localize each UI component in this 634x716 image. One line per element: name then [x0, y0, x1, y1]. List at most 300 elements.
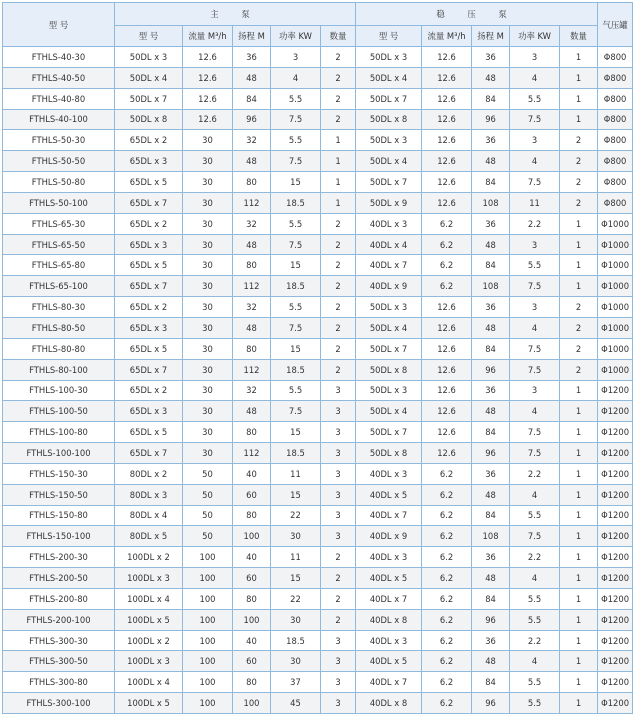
header-stable-pump: 稳 压 泵 — [356, 3, 598, 26]
cell-main-power: 15 — [271, 338, 321, 359]
cell-stable-flow: 6.2 — [422, 693, 472, 714]
cell-stable-qty: 1 — [560, 672, 598, 693]
cell-main-qty: 2 — [321, 588, 356, 609]
cell-stable-power: 3 — [510, 234, 560, 255]
cell-main-flow: 12.6 — [183, 88, 233, 109]
table-row — [3, 255, 633, 276]
cell-stable-pump-model: 50DL x 7 — [356, 88, 422, 109]
cell-stable-head: 36 — [472, 47, 510, 68]
cell-main-flow: 12.6 — [183, 47, 233, 68]
cell-main-power: 15 — [271, 422, 321, 443]
cell-main-pump-model: 65DL x 3 — [115, 401, 183, 422]
cell-tank: Φ1200 — [598, 463, 633, 484]
cell-main-qty: 3 — [321, 693, 356, 714]
cell-stable-qty: 1 — [560, 422, 598, 443]
cell-model: FTHLS-40-30 — [3, 47, 115, 68]
cell-main-flow: 100 — [183, 672, 233, 693]
cell-main-flow: 30 — [183, 234, 233, 255]
cell-stable-head: 48 — [472, 401, 510, 422]
cell-stable-head: 84 — [472, 172, 510, 193]
cell-stable-qty: 1 — [560, 588, 598, 609]
cell-tank: Φ1200 — [598, 526, 633, 547]
cell-stable-pump-model: 40DL x 7 — [356, 505, 422, 526]
cell-main-qty: 3 — [321, 630, 356, 651]
cell-main-qty: 2 — [321, 609, 356, 630]
cell-stable-pump-model: 50DL x 3 — [356, 47, 422, 68]
cell-main-qty: 1 — [321, 151, 356, 172]
cell-stable-qty: 1 — [560, 88, 598, 109]
cell-main-power: 7.5 — [271, 151, 321, 172]
cell-main-flow: 30 — [183, 172, 233, 193]
cell-tank: Φ1200 — [598, 422, 633, 443]
cell-stable-flow: 12.6 — [422, 297, 472, 318]
cell-main-power: 15 — [271, 255, 321, 276]
cell-main-pump-model: 65DL x 3 — [115, 317, 183, 338]
cell-stable-head: 48 — [472, 234, 510, 255]
cell-stable-qty: 2 — [560, 297, 598, 318]
cell-main-head: 32 — [233, 380, 271, 401]
table-row — [3, 547, 633, 568]
table-row — [3, 297, 633, 318]
cell-tank: Φ1200 — [598, 672, 633, 693]
cell-stable-pump-model: 40DL x 7 — [356, 672, 422, 693]
cell-stable-power: 4 — [510, 151, 560, 172]
cell-stable-qty: 2 — [560, 359, 598, 380]
cell-main-head: 60 — [233, 568, 271, 589]
cell-main-qty: 1 — [321, 192, 356, 213]
cell-stable-pump-model: 40DL x 3 — [356, 463, 422, 484]
cell-tank: Φ1000 — [598, 338, 633, 359]
cell-main-power: 30 — [271, 526, 321, 547]
header-main-power: 功率 KW — [271, 26, 321, 47]
cell-stable-power: 5.5 — [510, 505, 560, 526]
cell-stable-head: 108 — [472, 192, 510, 213]
cell-stable-flow: 6.2 — [422, 651, 472, 672]
header-stable-flow: 流量 M³/h — [422, 26, 472, 47]
cell-stable-power: 2.2 — [510, 630, 560, 651]
cell-main-pump-model: 100DL x 2 — [115, 547, 183, 568]
cell-stable-flow: 12.6 — [422, 443, 472, 464]
cell-main-power: 7.5 — [271, 317, 321, 338]
cell-main-flow: 100 — [183, 588, 233, 609]
cell-stable-qty: 1 — [560, 693, 598, 714]
cell-stable-head: 96 — [472, 693, 510, 714]
cell-stable-qty: 1 — [560, 109, 598, 130]
cell-stable-flow: 6.2 — [422, 234, 472, 255]
table-row — [3, 88, 633, 109]
cell-stable-pump-model: 50DL x 8 — [356, 109, 422, 130]
cell-stable-power: 7.5 — [510, 422, 560, 443]
cell-stable-head: 48 — [472, 151, 510, 172]
cell-stable-pump-model: 50DL x 9 — [356, 192, 422, 213]
cell-model: FTHLS-65-100 — [3, 276, 115, 297]
cell-stable-power: 7.5 — [510, 276, 560, 297]
cell-main-qty: 1 — [321, 172, 356, 193]
cell-stable-pump-model: 50DL x 3 — [356, 380, 422, 401]
cell-main-pump-model: 100DL x 5 — [115, 609, 183, 630]
cell-stable-flow: 6.2 — [422, 547, 472, 568]
cell-model: FTHLS-300-30 — [3, 630, 115, 651]
cell-stable-pump-model: 40DL x 5 — [356, 651, 422, 672]
cell-stable-flow: 12.6 — [422, 88, 472, 109]
cell-stable-flow: 12.6 — [422, 172, 472, 193]
cell-main-head: 80 — [233, 672, 271, 693]
cell-main-power: 18.5 — [271, 630, 321, 651]
header-main-pump-model: 型 号 — [115, 26, 183, 47]
cell-main-head: 84 — [233, 88, 271, 109]
cell-main-pump-model: 100DL x 4 — [115, 672, 183, 693]
cell-main-power: 11 — [271, 463, 321, 484]
cell-main-pump-model: 100DL x 3 — [115, 568, 183, 589]
cell-model: FTHLS-65-80 — [3, 255, 115, 276]
cell-stable-power: 5.5 — [510, 693, 560, 714]
cell-main-flow: 30 — [183, 443, 233, 464]
cell-stable-qty: 1 — [560, 526, 598, 547]
cell-stable-power: 4 — [510, 568, 560, 589]
table-row — [3, 609, 633, 630]
cell-stable-flow: 12.6 — [422, 422, 472, 443]
cell-stable-pump-model: 40DL x 8 — [356, 693, 422, 714]
cell-stable-flow: 12.6 — [422, 338, 472, 359]
cell-main-pump-model: 65DL x 3 — [115, 234, 183, 255]
cell-main-power: 7.5 — [271, 401, 321, 422]
cell-main-power: 30 — [271, 609, 321, 630]
cell-main-power: 3 — [271, 47, 321, 68]
cell-main-flow: 30 — [183, 276, 233, 297]
cell-stable-head: 48 — [472, 568, 510, 589]
cell-main-flow: 50 — [183, 484, 233, 505]
table-row — [3, 359, 633, 380]
cell-main-flow: 50 — [183, 505, 233, 526]
cell-main-head: 40 — [233, 463, 271, 484]
cell-stable-pump-model: 40DL x 5 — [356, 484, 422, 505]
cell-stable-power: 5.5 — [510, 255, 560, 276]
cell-stable-flow: 6.2 — [422, 609, 472, 630]
cell-main-head: 80 — [233, 588, 271, 609]
cell-stable-qty: 2 — [560, 338, 598, 359]
cell-main-head: 48 — [233, 67, 271, 88]
cell-main-pump-model: 65DL x 3 — [115, 151, 183, 172]
cell-main-qty: 1 — [321, 130, 356, 151]
cell-main-qty: 2 — [321, 255, 356, 276]
cell-main-power: 11 — [271, 547, 321, 568]
cell-stable-power: 7.5 — [510, 338, 560, 359]
cell-main-pump-model: 65DL x 7 — [115, 443, 183, 464]
cell-stable-head: 84 — [472, 88, 510, 109]
cell-main-pump-model: 50DL x 3 — [115, 47, 183, 68]
cell-stable-qty: 1 — [560, 276, 598, 297]
cell-stable-pump-model: 50DL x 3 — [356, 130, 422, 151]
cell-tank: Φ800 — [598, 151, 633, 172]
cell-stable-pump-model: 50DL x 7 — [356, 338, 422, 359]
cell-main-power: 5.5 — [271, 380, 321, 401]
cell-stable-pump-model: 40DL x 3 — [356, 213, 422, 234]
cell-stable-head: 48 — [472, 651, 510, 672]
cell-main-flow: 30 — [183, 255, 233, 276]
cell-stable-power: 2.2 — [510, 463, 560, 484]
cell-stable-head: 36 — [472, 213, 510, 234]
cell-stable-pump-model: 50DL x 7 — [356, 172, 422, 193]
cell-main-qty: 3 — [321, 463, 356, 484]
cell-main-flow: 12.6 — [183, 109, 233, 130]
cell-main-pump-model: 65DL x 7 — [115, 192, 183, 213]
cell-main-head: 80 — [233, 505, 271, 526]
cell-main-pump-model: 65DL x 2 — [115, 213, 183, 234]
cell-stable-qty: 1 — [560, 630, 598, 651]
cell-stable-flow: 6.2 — [422, 463, 472, 484]
cell-stable-flow: 6.2 — [422, 484, 472, 505]
cell-model: FTHLS-200-50 — [3, 568, 115, 589]
header-stable-pump-model: 型 号 — [356, 26, 422, 47]
cell-tank: Φ1000 — [598, 276, 633, 297]
cell-model: FTHLS-300-50 — [3, 651, 115, 672]
cell-stable-flow: 6.2 — [422, 255, 472, 276]
cell-stable-qty: 2 — [560, 151, 598, 172]
cell-stable-power: 3 — [510, 130, 560, 151]
cell-main-pump-model: 80DL x 3 — [115, 484, 183, 505]
cell-main-flow: 30 — [183, 338, 233, 359]
cell-stable-power: 4 — [510, 67, 560, 88]
table-row — [3, 401, 633, 422]
pump-spec-table — [2, 2, 633, 714]
cell-stable-qty: 1 — [560, 568, 598, 589]
cell-main-head: 80 — [233, 338, 271, 359]
cell-stable-head: 84 — [472, 422, 510, 443]
cell-stable-flow: 6.2 — [422, 276, 472, 297]
cell-main-qty: 3 — [321, 484, 356, 505]
cell-main-flow: 12.6 — [183, 67, 233, 88]
cell-stable-head: 84 — [472, 588, 510, 609]
cell-main-power: 22 — [271, 505, 321, 526]
cell-main-qty: 3 — [321, 505, 356, 526]
cell-stable-pump-model: 40DL x 3 — [356, 630, 422, 651]
cell-stable-pump-model: 40DL x 7 — [356, 255, 422, 276]
cell-tank: Φ1200 — [598, 609, 633, 630]
cell-stable-qty: 1 — [560, 609, 598, 630]
cell-model: FTHLS-50-100 — [3, 192, 115, 213]
table-row — [3, 672, 633, 693]
cell-stable-head: 36 — [472, 463, 510, 484]
cell-main-flow: 30 — [183, 213, 233, 234]
cell-stable-head: 84 — [472, 505, 510, 526]
cell-stable-power: 5.5 — [510, 609, 560, 630]
cell-main-flow: 30 — [183, 297, 233, 318]
cell-stable-head: 48 — [472, 67, 510, 88]
table-row — [3, 380, 633, 401]
cell-stable-head: 108 — [472, 526, 510, 547]
cell-model: FTHLS-80-100 — [3, 359, 115, 380]
cell-stable-qty: 1 — [560, 484, 598, 505]
cell-stable-power: 4 — [510, 401, 560, 422]
cell-stable-pump-model: 50DL x 4 — [356, 67, 422, 88]
cell-stable-pump-model: 50DL x 8 — [356, 359, 422, 380]
cell-main-pump-model: 100DL x 3 — [115, 651, 183, 672]
cell-stable-head: 96 — [472, 359, 510, 380]
cell-model: FTHLS-50-50 — [3, 151, 115, 172]
cell-stable-flow: 6.2 — [422, 630, 472, 651]
cell-main-power: 5.5 — [271, 297, 321, 318]
cell-stable-flow: 12.6 — [422, 47, 472, 68]
cell-tank: Φ1200 — [598, 547, 633, 568]
header-stable-qty: 数量 — [560, 26, 598, 47]
cell-model: FTHLS-150-50 — [3, 484, 115, 505]
cell-model: FTHLS-150-100 — [3, 526, 115, 547]
cell-main-pump-model: 65DL x 2 — [115, 297, 183, 318]
cell-main-head: 32 — [233, 213, 271, 234]
cell-main-flow: 100 — [183, 693, 233, 714]
cell-tank: Φ1000 — [598, 234, 633, 255]
cell-stable-qty: 1 — [560, 380, 598, 401]
cell-model: FTHLS-40-80 — [3, 88, 115, 109]
cell-stable-pump-model: 40DL x 7 — [356, 588, 422, 609]
cell-stable-qty: 2 — [560, 172, 598, 193]
table-body — [3, 47, 633, 714]
cell-model: FTHLS-200-80 — [3, 588, 115, 609]
table-row — [3, 422, 633, 443]
cell-stable-flow: 12.6 — [422, 67, 472, 88]
cell-main-head: 112 — [233, 192, 271, 213]
cell-model: FTHLS-80-30 — [3, 297, 115, 318]
cell-stable-qty: 1 — [560, 47, 598, 68]
cell-main-power: 45 — [271, 693, 321, 714]
cell-stable-power: 5.5 — [510, 88, 560, 109]
cell-stable-qty: 1 — [560, 651, 598, 672]
cell-stable-qty: 1 — [560, 505, 598, 526]
table-row — [3, 47, 633, 68]
cell-main-flow: 30 — [183, 192, 233, 213]
cell-main-head: 96 — [233, 109, 271, 130]
cell-main-qty: 3 — [321, 526, 356, 547]
cell-stable-head: 96 — [472, 443, 510, 464]
cell-main-qty: 3 — [321, 422, 356, 443]
cell-main-head: 80 — [233, 255, 271, 276]
cell-main-qty: 2 — [321, 109, 356, 130]
table-row — [3, 67, 633, 88]
cell-stable-flow: 12.6 — [422, 130, 472, 151]
table-row — [3, 568, 633, 589]
cell-model: FTHLS-200-30 — [3, 547, 115, 568]
cell-main-pump-model: 100DL x 2 — [115, 630, 183, 651]
cell-stable-power: 7.5 — [510, 359, 560, 380]
cell-main-power: 18.5 — [271, 359, 321, 380]
cell-main-qty: 2 — [321, 276, 356, 297]
cell-main-pump-model: 80DL x 5 — [115, 526, 183, 547]
cell-stable-power: 11 — [510, 192, 560, 213]
cell-stable-qty: 1 — [560, 443, 598, 464]
cell-stable-pump-model: 40DL x 4 — [356, 234, 422, 255]
cell-stable-head: 84 — [472, 338, 510, 359]
cell-main-power: 7.5 — [271, 234, 321, 255]
cell-main-power: 18.5 — [271, 276, 321, 297]
cell-stable-power: 7.5 — [510, 443, 560, 464]
cell-main-power: 5.5 — [271, 88, 321, 109]
cell-main-power: 15 — [271, 172, 321, 193]
cell-main-flow: 50 — [183, 526, 233, 547]
header-stable-head: 扬程 M — [472, 26, 510, 47]
table-header — [3, 3, 633, 47]
cell-model: FTHLS-300-100 — [3, 693, 115, 714]
cell-model: FTHLS-100-100 — [3, 443, 115, 464]
cell-stable-head: 108 — [472, 276, 510, 297]
cell-stable-power: 2.2 — [510, 213, 560, 234]
cell-tank: Φ800 — [598, 172, 633, 193]
cell-main-flow: 100 — [183, 609, 233, 630]
table-row — [3, 130, 633, 151]
cell-tank: Φ1200 — [598, 630, 633, 651]
header-main-head: 扬程 M — [233, 26, 271, 47]
cell-main-qty: 3 — [321, 401, 356, 422]
cell-main-pump-model: 100DL x 5 — [115, 693, 183, 714]
cell-main-power: 18.5 — [271, 443, 321, 464]
cell-stable-pump-model: 40DL x 9 — [356, 526, 422, 547]
cell-main-head: 60 — [233, 484, 271, 505]
cell-tank: Φ1200 — [598, 588, 633, 609]
cell-tank: Φ1200 — [598, 484, 633, 505]
cell-stable-head: 36 — [472, 297, 510, 318]
cell-main-flow: 30 — [183, 317, 233, 338]
cell-model: FTHLS-100-30 — [3, 380, 115, 401]
cell-tank: Φ800 — [598, 67, 633, 88]
cell-stable-pump-model: 50DL x 7 — [356, 422, 422, 443]
cell-stable-head: 96 — [472, 109, 510, 130]
table-row — [3, 526, 633, 547]
cell-main-head: 48 — [233, 151, 271, 172]
cell-main-flow: 100 — [183, 630, 233, 651]
cell-model: FTHLS-80-50 — [3, 317, 115, 338]
cell-main-head: 40 — [233, 547, 271, 568]
table-row — [3, 443, 633, 464]
cell-main-qty: 3 — [321, 651, 356, 672]
cell-stable-power: 2.2 — [510, 547, 560, 568]
cell-stable-head: 96 — [472, 609, 510, 630]
cell-model: FTHLS-40-100 — [3, 109, 115, 130]
cell-stable-pump-model: 50DL x 3 — [356, 297, 422, 318]
cell-stable-power: 7.5 — [510, 109, 560, 130]
cell-stable-pump-model: 40DL x 5 — [356, 568, 422, 589]
cell-stable-power: 5.5 — [510, 672, 560, 693]
cell-model: FTHLS-100-50 — [3, 401, 115, 422]
cell-stable-head: 48 — [472, 317, 510, 338]
cell-stable-head: 84 — [472, 672, 510, 693]
table-row — [3, 338, 633, 359]
cell-main-qty: 2 — [321, 568, 356, 589]
cell-tank: Φ1200 — [598, 443, 633, 464]
cell-main-head: 60 — [233, 651, 271, 672]
cell-main-flow: 100 — [183, 651, 233, 672]
table-row — [3, 234, 633, 255]
cell-main-pump-model: 80DL x 2 — [115, 463, 183, 484]
cell-tank: Φ1200 — [598, 651, 633, 672]
header-stable-power: 功率 KW — [510, 26, 560, 47]
cell-main-qty: 3 — [321, 443, 356, 464]
cell-stable-flow: 12.6 — [422, 317, 472, 338]
cell-main-pump-model: 50DL x 4 — [115, 67, 183, 88]
cell-main-pump-model: 65DL x 7 — [115, 276, 183, 297]
cell-main-power: 5.5 — [271, 130, 321, 151]
table-row — [3, 109, 633, 130]
cell-main-head: 48 — [233, 317, 271, 338]
cell-stable-pump-model: 40DL x 3 — [356, 547, 422, 568]
cell-stable-qty: 1 — [560, 67, 598, 88]
cell-stable-flow: 12.6 — [422, 401, 472, 422]
cell-stable-qty: 1 — [560, 213, 598, 234]
cell-main-pump-model: 65DL x 5 — [115, 172, 183, 193]
cell-stable-power: 4 — [510, 484, 560, 505]
cell-main-power: 18.5 — [271, 192, 321, 213]
cell-main-qty: 2 — [321, 338, 356, 359]
cell-main-pump-model: 65DL x 5 — [115, 255, 183, 276]
cell-main-power: 37 — [271, 672, 321, 693]
